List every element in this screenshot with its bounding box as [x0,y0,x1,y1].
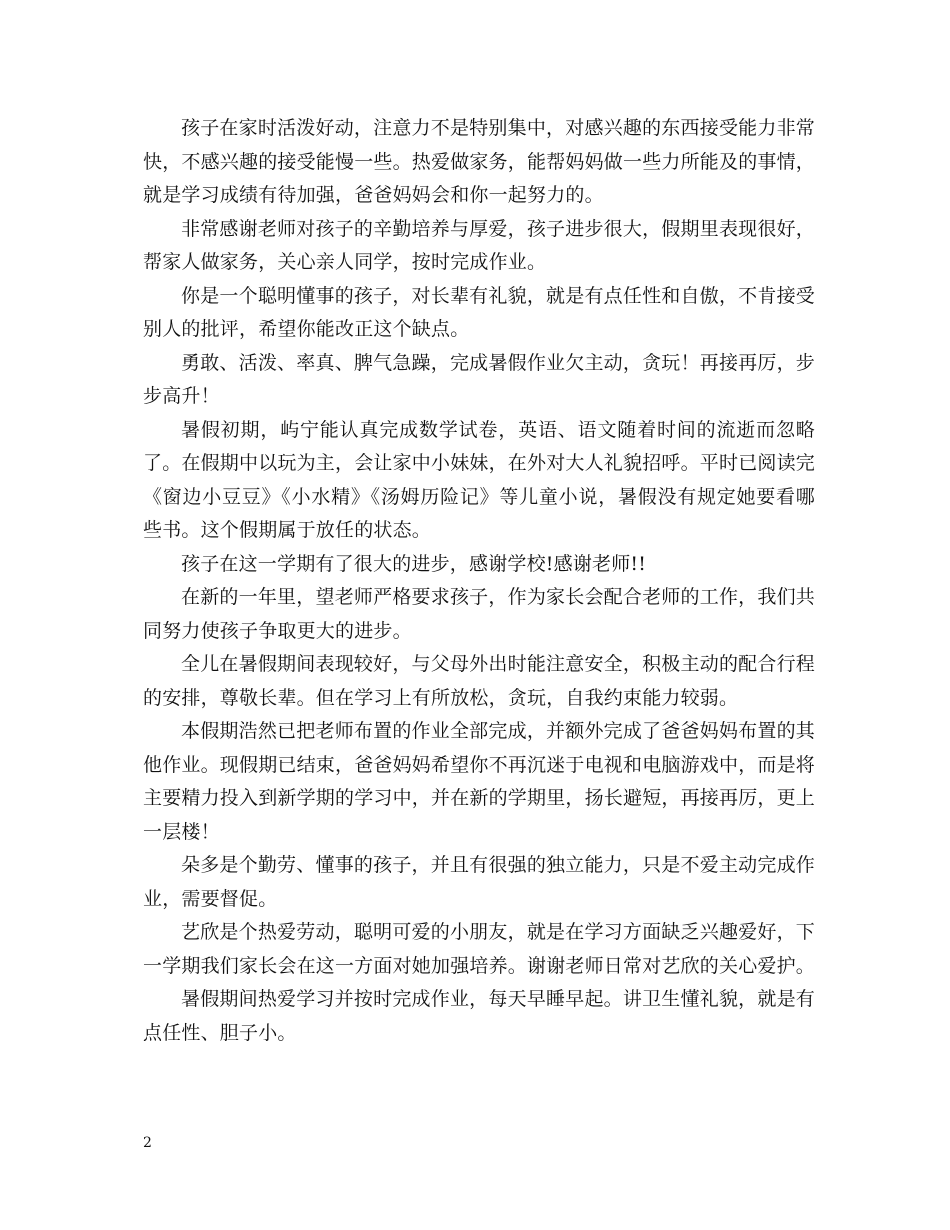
paragraph-7: 在新的一年里，望老师严格要求孩子，作为家长会配合老师的工作，我们共同努力使孩子争取更大的进步。 [143,586,815,642]
paragraph-6: 孩子在这一学期有了很大的进步，感谢学校!感谢老师!! [181,552,647,575]
paragraph-12: 暑假期间热爱学习并按时完成作业，每天早睡早起。讲卫生懂礼貌，就是有点任性、胆子小。 [143,988,815,1044]
paragraph-8: 全儿在暑假期间表现较好，与父母外出时能注意安全，积极主动的配合行程的安排，尊敬长辈。但在学习上有所放松，贪玩，自我约束能力较弱。 [143,653,815,709]
page-number: 2 [143,1135,152,1151]
paragraph-1: 孩子在家时活泼好动，注意力不是特别集中，对感兴趣的东西接受能力非常快，不感兴趣的接受能慢一些。热爱做家务，能帮妈妈做一些力所能及的事情，就是学习成绩有待加强，爸爸妈妈会和你一起努力的。 [143,117,816,206]
document-body [143,112,815,1050]
paragraph-9: 本假期浩然已把老师布置的作业全部完成，并额外完成了爸爸妈妈布置的其他作业。现假期已结束，爸爸妈妈希望你不再沉迷于电视和电脑游戏中，而是将主要精力投入到新学期的学习中，并在新的学期里，扬长避短，再接再厉，更上一层楼！ [143,720,816,843]
paragraph-10: 朵多是个勤劳、懂事的孩子，并且有很强的独立能力，只是不爱主动完成作业，需要督促。 [143,854,815,910]
paragraph-11: 艺欣是个热爱劳动，聪明可爱的小朋友，就是在学习方面缺乏兴趣爱好，下一学期我们家长会在这一方面对她加强培养。谢谢老师日常对艺欣的关心爱护。 [143,921,816,977]
paragraph-3: 你是一个聪明懂事的孩子，对长辈有礼貌，就是有点任性和自傲，不肯接受别人的批评，希望你能改正这个缺点。 [143,284,815,340]
paragraph-2: 非常感谢老师对孩子的辛勤培养与厚爱，孩子进步很大，假期里表现很好，帮家人做家务，关心亲人同学，按时完成作业。 [143,217,815,273]
paragraph-4: 勇敢、活泼、率真、脾气急躁，完成暑假作业欠主动，贪玩！再接再厉，步步高升！ [143,351,815,407]
paragraph-5: 暑假初期，屿宁能认真完成数学试卷，英语、语文随着时间的流逝而忽略了。在假期中以玩为主，会让家中小妹妹，在外对大人礼貌招呼。平时已阅读完《窗边小豆豆》《小水精》《汤姆历险记》等儿童小说，暑假没有规定她要看哪些书。这个假期属于放任的状态。 [143,418,816,541]
